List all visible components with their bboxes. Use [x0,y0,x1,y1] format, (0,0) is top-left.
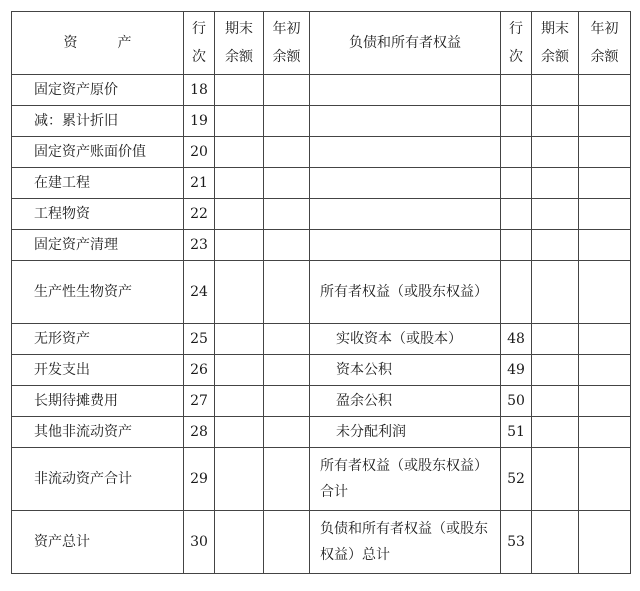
asset-item: 开发支出 [12,355,184,386]
liab-year-begin-cell [579,355,631,386]
balance-sheet-table [11,11,631,574]
liab-line-no: 48 [501,324,532,355]
table-row [12,511,631,574]
asset-line-no: 22 [184,199,215,230]
liab-item: 实收资本（或股本） [310,324,501,355]
asset-period-end-cell [215,511,264,574]
asset-period-end-cell [215,168,264,199]
asset-year-begin-cell [264,168,310,199]
liab-line-no [501,75,532,106]
asset-period-end-cell [215,324,264,355]
asset-line-no: 30 [184,511,215,574]
header-year-begin: 年初 余额 [264,12,310,75]
liab-item [310,168,501,199]
liab-item [310,137,501,168]
asset-period-end-cell [215,75,264,106]
asset-item: 无形资产 [12,324,184,355]
liab-item: 未分配利润 [310,417,501,448]
asset-line-no: 24 [184,261,215,324]
asset-line-no: 28 [184,417,215,448]
liab-period-end-cell [532,511,579,574]
liab-year-begin-cell [579,168,631,199]
liab-year-begin-cell [579,448,631,511]
header-period-end-2: 期末 余额 [532,12,579,75]
liab-period-end-cell [532,261,579,324]
liab-line-no: 52 [501,448,532,511]
asset-year-begin-cell [264,106,310,137]
asset-period-end-cell [215,355,264,386]
table-row [12,230,631,261]
header-line-no-2: 行 次 [501,12,532,75]
liab-period-end-cell [532,417,579,448]
asset-period-end-cell [215,230,264,261]
asset-line-no: 27 [184,386,215,417]
liab-year-begin-cell [579,511,631,574]
asset-item: 固定资产清理 [12,230,184,261]
asset-period-end-cell [215,137,264,168]
table-row [12,417,631,448]
liab-year-begin-cell [579,230,631,261]
asset-line-no: 29 [184,448,215,511]
header-assets: 资 产 [12,12,184,75]
asset-year-begin-cell [264,417,310,448]
liab-line-no [501,199,532,230]
asset-item: 其他非流动资产 [12,417,184,448]
asset-period-end-cell [215,417,264,448]
liab-period-end-cell [532,106,579,137]
table-row [12,448,631,511]
asset-line-no: 20 [184,137,215,168]
asset-year-begin-cell [264,230,310,261]
asset-item: 资产总计 [12,511,184,574]
asset-line-no: 19 [184,106,215,137]
asset-period-end-cell [215,261,264,324]
liab-item [310,75,501,106]
liab-period-end-cell [532,75,579,106]
asset-year-begin-cell [264,261,310,324]
table-row [12,199,631,230]
liab-item: 资本公积 [310,355,501,386]
liab-line-no [501,168,532,199]
asset-item: 固定资产账面价值 [12,137,184,168]
asset-year-begin-cell [264,448,310,511]
asset-line-no: 25 [184,324,215,355]
asset-item: 工程物资 [12,199,184,230]
header-line-no: 行 次 [184,12,215,75]
liab-line-no [501,137,532,168]
header-liabilities-equity: 负债和所有者权益 [310,12,501,75]
asset-item: 固定资产原价 [12,75,184,106]
asset-period-end-cell [215,199,264,230]
liab-period-end-cell [532,199,579,230]
liab-period-end-cell [532,137,579,168]
liab-year-begin-cell [579,386,631,417]
liab-line-no: 53 [501,511,532,574]
asset-item: 减：累计折旧 [12,106,184,137]
liab-year-begin-cell [579,417,631,448]
header-period-end: 期末 余额 [215,12,264,75]
liab-line-no: 50 [501,386,532,417]
asset-item: 在建工程 [12,168,184,199]
liab-item: 盈余公积 [310,386,501,417]
table-row [12,355,631,386]
asset-line-no: 21 [184,168,215,199]
table-row [12,261,631,324]
liab-year-begin-cell [579,137,631,168]
asset-item: 长期待摊费用 [12,386,184,417]
liab-year-begin-cell [579,75,631,106]
liab-year-begin-cell [579,324,631,355]
liab-item: 所有者权益（或股东权益）合计 [310,448,501,511]
liab-period-end-cell [532,386,579,417]
asset-year-begin-cell [264,386,310,417]
liab-period-end-cell [532,448,579,511]
liab-item [310,199,501,230]
header-year-begin-2: 年初 余额 [579,12,631,75]
table-row [12,386,631,417]
asset-year-begin-cell [264,511,310,574]
liab-year-begin-cell [579,106,631,137]
asset-line-no: 23 [184,230,215,261]
asset-year-begin-cell [264,137,310,168]
table-row [12,324,631,355]
asset-period-end-cell [215,106,264,137]
liab-item: 负债和所有者权益（或股东权益）总计 [310,511,501,574]
liab-year-begin-cell [579,261,631,324]
asset-item: 非流动资产合计 [12,448,184,511]
liab-line-no [501,230,532,261]
liab-line-no [501,261,532,324]
liab-line-no: 51 [501,417,532,448]
liab-item: 所有者权益（或股东权益） [310,261,501,324]
liab-line-no: 49 [501,355,532,386]
liab-item [310,106,501,137]
liab-period-end-cell [532,168,579,199]
asset-line-no: 18 [184,75,215,106]
liab-period-end-cell [532,230,579,261]
table-row [12,106,631,137]
asset-period-end-cell [215,386,264,417]
asset-year-begin-cell [264,199,310,230]
asset-item: 生产性生物资产 [12,261,184,324]
liab-period-end-cell [532,324,579,355]
liab-year-begin-cell [579,199,631,230]
liab-period-end-cell [532,355,579,386]
asset-period-end-cell [215,448,264,511]
table-row [12,168,631,199]
table-row [12,137,631,168]
header-row [12,12,631,75]
liab-item [310,230,501,261]
asset-year-begin-cell [264,324,310,355]
asset-line-no: 26 [184,355,215,386]
asset-year-begin-cell [264,355,310,386]
table-row [12,75,631,106]
asset-year-begin-cell [264,75,310,106]
liab-line-no [501,106,532,137]
